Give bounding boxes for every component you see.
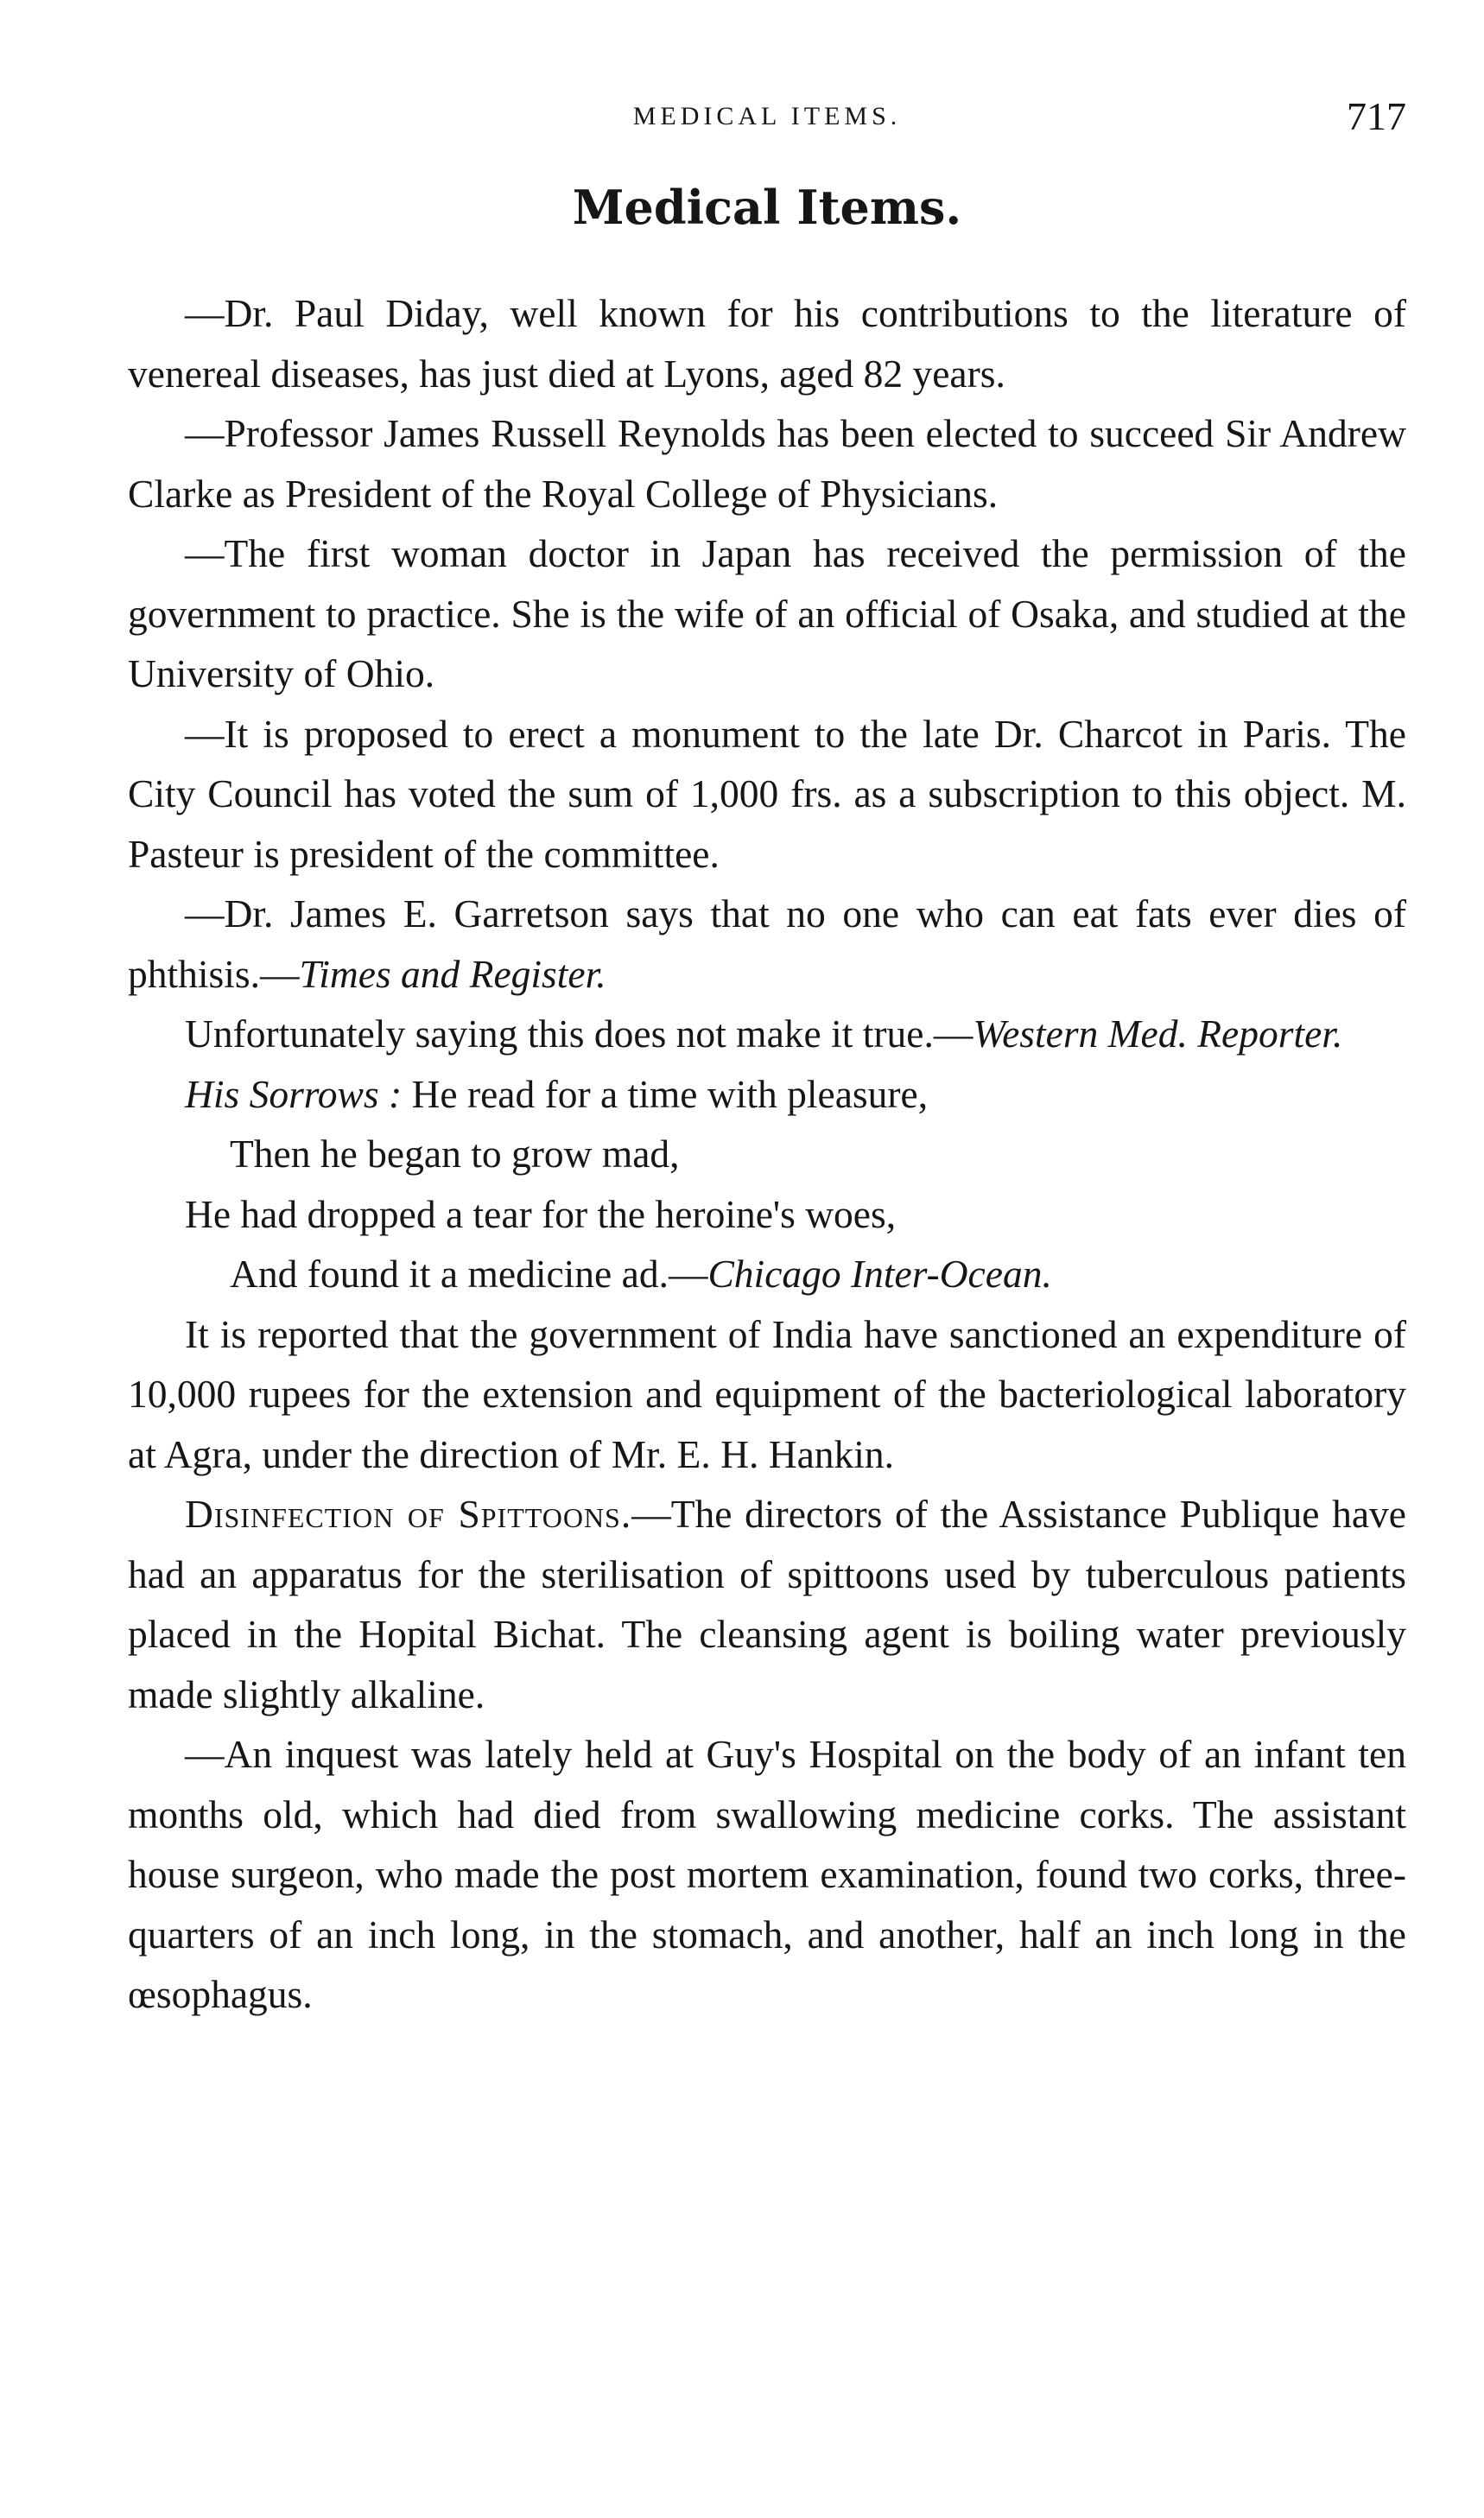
item-charcot: —It is proposed to erect a monument to the late Dr. Charcot in Paris. The City Council has voted the sum of 1,000 frs. as a subscription to this object. M. Pasteur is president of the committee. bbox=[128, 711, 1406, 876]
poem-line-3: He had dropped a tear for the heroine's woes, bbox=[185, 1191, 897, 1236]
item-rebuttal bbox=[128, 1004, 1406, 1064]
poem-source: Chicago Inter-Ocean. bbox=[707, 1252, 1052, 1296]
rebuttal-text: Unfortunately saying this does not make it true.— bbox=[185, 1012, 973, 1056]
garretson-text: —Dr. James E. Garretson says that no one who can eat fats ever dies of phthisis.— bbox=[128, 891, 1406, 996]
spittoons-heading: Disinfection of Spittoons. bbox=[185, 1492, 632, 1536]
item-inquest: —An inquest was lately held at Guy's Hospital on the body of an infant ten months old, which had died from swallowing medicine corks. The assistant house surgeon, who made the post mortem examination, found two corks, three-quarters of an inch long, in the stomach, and another, half an inch long in the œsophagus. bbox=[128, 1732, 1406, 2016]
running-header bbox=[128, 91, 1406, 143]
spittoons-text: —The directors of the Assistance Publique have had an apparatus for the sterilisation of spittoons used by tuberculous patients placed in the Hopital Bichat. The cleansing agent is boiling water previously made slightly alkaline. bbox=[128, 1492, 1406, 1716]
section-title: Medical Items. bbox=[572, 180, 962, 235]
rebuttal-source: Western Med. Reporter. bbox=[973, 1012, 1343, 1056]
item-reynolds: —Professor James Russell Reynolds has been elected to succeed Sir Andrew Clarke as President of the Royal College of Physicians. bbox=[128, 411, 1406, 516]
item-spittoons bbox=[128, 1484, 1406, 1724]
poem-line-1-text: He read for a time with pleasure, bbox=[411, 1071, 929, 1116]
page-number: 717 bbox=[1347, 94, 1406, 138]
poem-line-1 bbox=[128, 1064, 1406, 1125]
item-garretson bbox=[128, 884, 1406, 1004]
item-india: It is reported that the government of India have sanctioned an expenditure of 10,000 rupees for the extension and equipment of the bacteriological laboratory at Agra, under the direction of Mr. E. H. Hankin. bbox=[128, 1311, 1406, 1476]
running-title: MEDICAL ITEMS. bbox=[632, 102, 902, 130]
poem-line-4 bbox=[128, 1244, 1406, 1304]
poem-line-4-text: And found it a medicine ad.— bbox=[230, 1252, 708, 1296]
poem-lead: His Sorrows : bbox=[185, 1071, 403, 1116]
article-body bbox=[128, 283, 1406, 2025]
item-diday: —Dr. Paul Diday, well known for his contributions to the literature of venereal diseases, has just died at Lyons, aged 82 years. bbox=[128, 291, 1406, 396]
item-japan: —The first woman doctor in Japan has received the permission of the government to practice. She is the wife of an official of Osaka, and studied at the University of Ohio. bbox=[128, 531, 1406, 695]
garretson-source: Times and Register. bbox=[299, 951, 606, 996]
poem-line-2: Then he began to grow mad, bbox=[230, 1132, 680, 1176]
poem-his-sorrows bbox=[128, 1064, 1406, 1304]
